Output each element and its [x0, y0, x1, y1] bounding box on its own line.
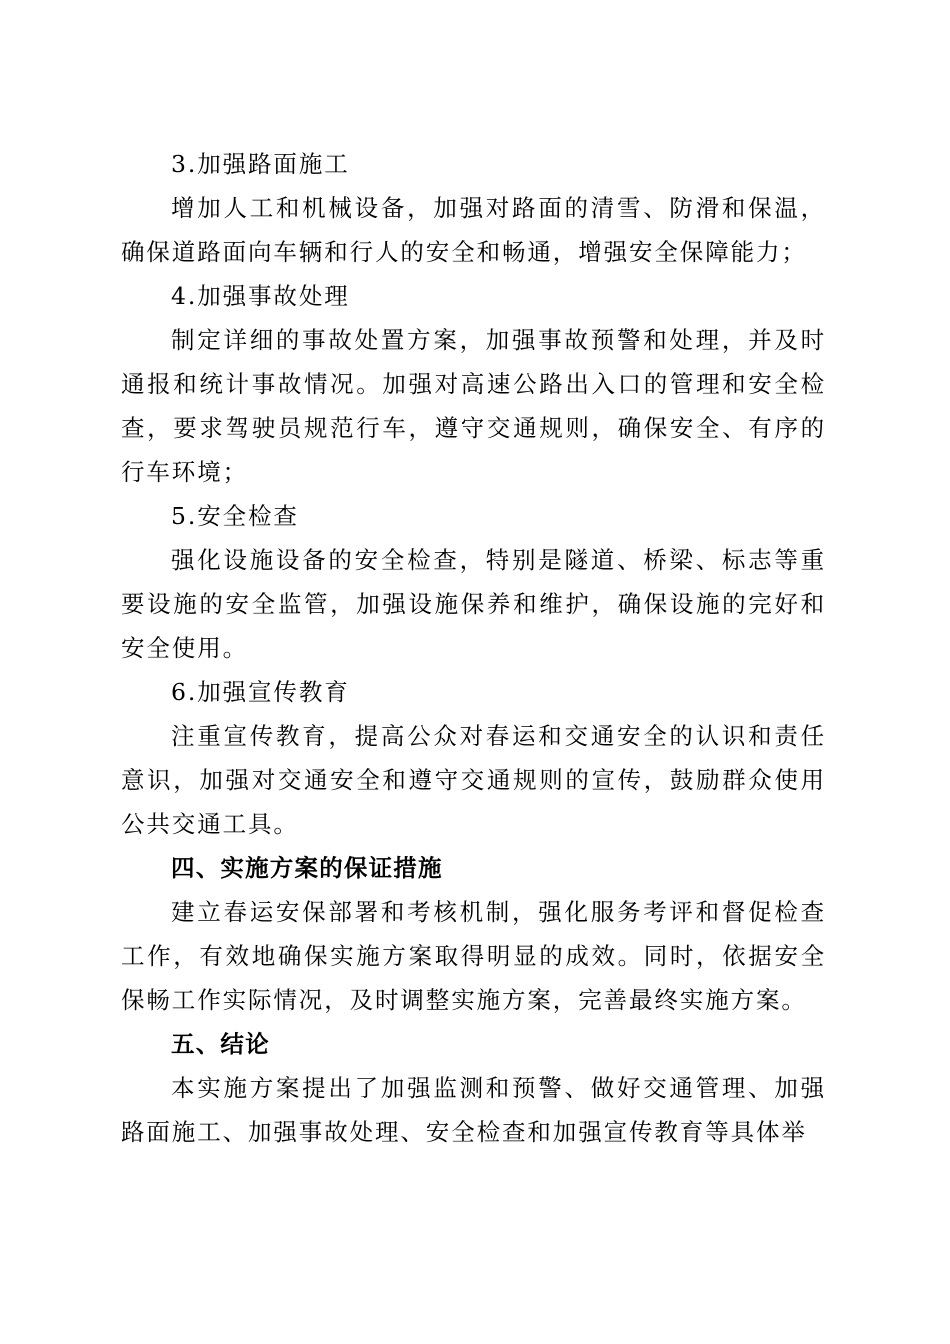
subsection-heading [121, 670, 826, 714]
paragraph [121, 1066, 826, 1154]
text-line: 意识，加强对交通安全和遵守交通规则的宣传，鼓励群众使用 [121, 766, 826, 794]
section-heading [121, 846, 826, 890]
text-line: 增加人工和机械设备，加强对路面的清雪、防滑和保温， [171, 194, 826, 222]
paragraph [121, 538, 826, 670]
text-line: 强化设施设备的安全检查，特别是隧道、桥梁、标志等重 [171, 546, 826, 574]
text-line: 本实施方案提出了加强监测和预警、做好交通管理、加强 [171, 1074, 826, 1102]
heading-text: 6.加强宣传教育 [171, 678, 350, 706]
text-line: 安全使用。 [121, 634, 248, 662]
text-line: 保畅工作实际情况，及时调整实施方案，完善最终实施方案。 [121, 986, 807, 1014]
paragraph [121, 318, 826, 494]
section-heading [121, 1022, 826, 1066]
text-line: 行车环境； [121, 458, 248, 486]
document-body [121, 142, 826, 1154]
text-line: 公共交通工具。 [121, 810, 299, 838]
heading-text: 五、结论 [171, 1030, 270, 1058]
heading-text: 5.安全检查 [171, 502, 299, 530]
text-line: 制定详细的事故处置方案，加强事故预警和处理，并及时 [171, 326, 826, 354]
text-line: 注重宣传教育，提高公众对春运和交通安全的认识和责任 [171, 722, 826, 750]
paragraph [121, 890, 826, 1022]
text-line: 路面施工、加强事故处理、安全检查和加强宣传教育等具体举 [121, 1118, 807, 1146]
subsection-heading [121, 274, 826, 318]
text-line: 要设施的安全监管，加强设施保养和维护，确保设施的完好和 [121, 590, 826, 618]
subsection-heading [121, 494, 826, 538]
subsection-heading [121, 142, 826, 186]
text-line: 通报和统计事故情况。加强对高速公路出入口的管理和安全检 [121, 370, 826, 398]
text-line: 工作，有效地确保实施方案取得明显的成效。同时，依据安全 [121, 942, 826, 970]
heading-text: 4.加强事故处理 [171, 282, 350, 310]
text-line: 查，要求驾驶员规范行车，遵守交通规则，确保安全、有序的 [121, 414, 826, 442]
text-line: 确保道路面向车辆和行人的安全和畅通，增强安全保障能力； [121, 238, 807, 266]
text-line: 建立春运安保部署和考核机制，强化服务考评和督促检查 [171, 898, 826, 926]
paragraph [121, 714, 826, 846]
heading-text: 3.加强路面施工 [171, 150, 350, 178]
paragraph [121, 186, 826, 274]
heading-text: 四、实施方案的保证措施 [171, 854, 443, 882]
